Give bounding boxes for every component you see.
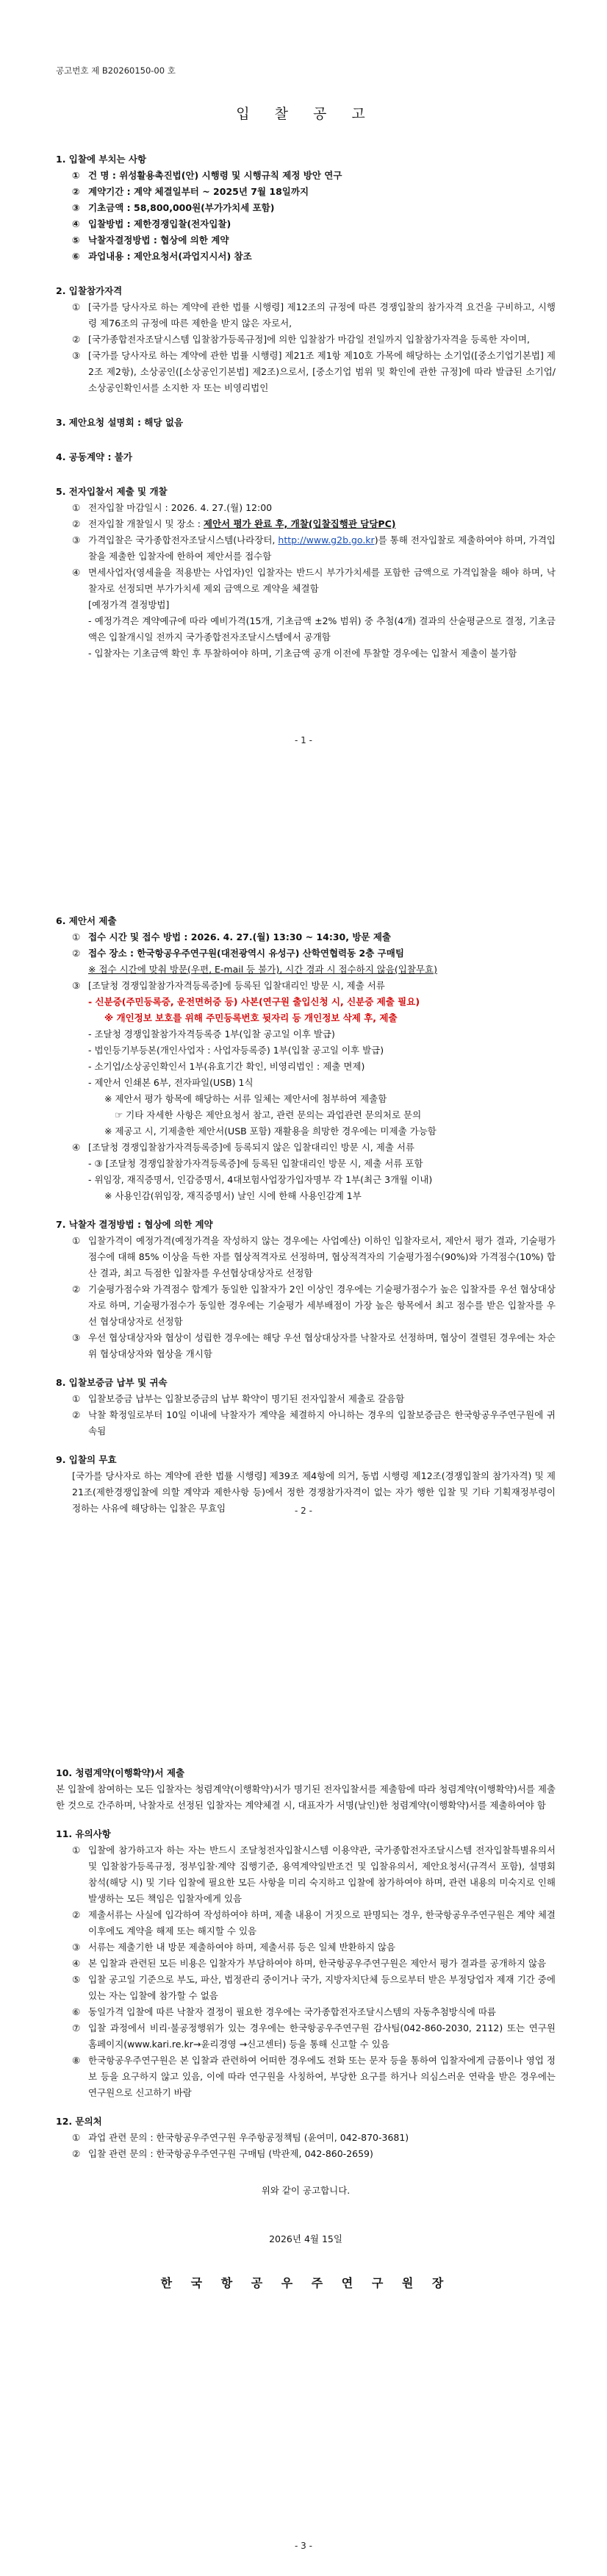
contact-item: 입찰 관련 문의 : 한국항공우주연구원 구매팀 (박관제, 042-860-2659)	[88, 2148, 373, 2159]
item-award-method: 낙찰자결정방법 : 협상에 의한 계약	[88, 235, 229, 246]
list-item: 동일가격 입찰에 따른 낙찰자 결정이 필요한 경우에는 국가종합전자조달시스템의 자동추첨방식에 따름	[88, 2006, 496, 2017]
section-2: 2. 입찰참가자격 ① [국가를 당사자로 하는 계약에 관한 법률 시행령] 제12조의 규정에 따른 경쟁입찰의 참가자격 요건을 구비하고, 시행령 제76조의 규정에 따른 제한을 받지 않은 자로서, ② [국가종합전자조달시스템 입찰참가등록규정]에 의한 입찰참가 마감일 전일까지 입찰참가자격을 등록한 자이며, ③ [국가를 당사자로 하는 계약에 관한 법률 시행령] 제21조 제1항 제10호 가목에 해당하는 소기업([중소기업기본법] 제2조 제2항), 소상공인([소상공인기본법] 제2조)으로서, [중소기업 범위 및 확인에 관한 규정]에 따라 발급된 소기업/소상공인확인서를 소지한 자 또는 비영리법인	[56, 284, 556, 396]
section-8: 8. 입찰보증금 납부 및 귀속 ① 입찰보증금 납부는 입찰보증금의 납부 확약이 명기된 전자입찰서 제출로 갈음함 ② 낙찰 확정일로부터 10일 이내에 낙찰자가 계약을 체결하지 아니하는 경우의 입찰보증금은 한국항공우주연구원에 귀속됨	[56, 1375, 556, 1439]
section-heading: 7. 낙찰자 결정방법 : 협상에 의한 계약	[56, 1219, 213, 1230]
item-bid-method: 입찰방법 : 제한경쟁입찰(전자입찰)	[88, 218, 231, 229]
list-item: 입찰에 참가하고자 하는 자는 반드시 조달청전자입찰시스템 이용약관, 국가종합전자조달시스템 전자입찰특별유의서 및 입찰참가등록규정, 정부입찰·계약 집행기준, 용역계약일반조건 및 입찰유의서, 제안요청서(규격서 포함), 설명회 참석(해당 시) 및 기타 입찰에 필요한 모든 사항을 미리 숙지하고 입찰에 참가하여야 하며, 관련 내용의 미숙지로 인해 발생하는 모든 책임은 입찰자에게 있음	[88, 1845, 556, 1904]
doc-item: - 조달청 경쟁입찰참가자격등록증 1부(입찰 공고일 이후 발급)	[88, 1028, 335, 1040]
price-rule: - 입찰자는 기초금액 확인 후 투찰하여야 하며, 기초금액 공개 이전에 투찰할 경우에는 입찰서 제출이 불가함	[88, 648, 517, 659]
notice-number: 공고번호 제 B20260150-00 호	[56, 65, 176, 76]
item-scope: 과업내용 : 제안요청서(과업지시서) 참조	[88, 251, 252, 262]
list-item: [조달청 경쟁입찰참가자격등록증]에 등록된 입찰대리인 방문 시, 제출 서류	[88, 980, 385, 991]
list-item: 서류는 제출기한 내 방문 제출하여야 하며, 제출서류 등은 일체 반환하지 않음	[88, 1942, 396, 1953]
doc-note: ※ 제안서 평가 항목에 해당하는 서류 일체는 제안서에 첨부하여 제출함	[104, 1093, 387, 1104]
list-item: [국가종합전자조달시스템 입찰참가등록규정]에 의한 입찰참가 마감일 전일까지 입찰참가자격을 등록한 자이며,	[88, 334, 530, 345]
section-body: 본 입찰에 참여하는 모든 입찰자는 청렴계약(이행확약)서가 명기된 전자입찰서를 제출함에 따라 청렴계약(이행확약)서를 제출한 것으로 간주하며, 낙찰자로 선정된 입찰자는 계약체결 시, 대표자가 서명(날인)한 청렴계약(이행확약)서를 제출하여야 함	[56, 1783, 556, 1811]
page-title: 입 찰 공 고	[236, 106, 376, 122]
list-item: 낙찰 확정일로부터 10일 이내에 낙찰자가 계약을 체결하지 아니하는 경우의 입찰보증금은 한국항공우주연구원에 귀속됨	[88, 1409, 556, 1437]
list-item: 제출서류는 사실에 입각하여 작성하여야 하며, 제출 내용이 거짓으로 판명되는 경우, 한국항공우주연구원은 계약 체결 이후에도 계약을 해제 또는 해지할 수 있음	[88, 1909, 556, 1936]
page-1	[0, 0, 607, 859]
list-item: 한국항공우주연구원은 본 입찰과 관련하여 어떠한 경우에도 전화 또는 문자 등을 통하여 입찰자에게 금품이나 영업 정보 등을 요구하지 않고 있음, 이에 따라 연구원을 사칭하여, 부당한 요구를 하거나 의심스러운 연락을 받은 경우에는 연구원으로 신고하기 바람	[88, 2055, 556, 2098]
doc-item: - 위임장, 재직증명서, 인감증명서, 4대보험사업장가입자명부 각 1부(최근 3개월 이내)	[88, 1174, 433, 1185]
price-heading: [예정가격 결정방법]	[88, 599, 170, 610]
doc-id-copy: - 신분증(주민등록증, 운전면허증 등) 사본(연구원 출입신청 시, 신분증 제출 필요)	[88, 996, 420, 1007]
list-item: 우선 협상대상자와 협상이 성립한 경우에는 해당 우선 협상대상자를 낙찰자로 선정하며, 협상이 결렬된 경우에는 차순위 협상대상자와 협상을 개시함	[88, 1332, 556, 1359]
privacy-note: ※ 개인정보 보호를 위해 주민등록번호 뒷자리 등 개인정보 삭제 후, 제출	[104, 1012, 398, 1023]
section-11: 11. 유의사항 ① 입찰에 참가하고자 하는 자는 반드시 조달청전자입찰시스템 이용약관, 국가종합전자조달시스템 전자입찰특별유의서 및 입찰참가등록규정, 정부입찰·계약 집행기준, 용역계약일반조건 및 입찰유의서, 제안요청서(규격서 포함), 설명회 참석(해당 시) 및 기타 입찰에 필요한 모든 사항을 미리 숙지하고 입찰에 참가하여야 하며, 관련 내용의 미숙지로 인해 발생하는 모든 책임은 입찰자에게 있음 ② 제출서류는 사실에 입각하여 작성하여야 하며, 제출 내용이 거짓으로 판명되는 경우, 한국항공우주연구원은 계약 체결 이후에도 계약을 해제 또는 해지할 수 있음 ③ 서류는 제출기한 내 방문 제출하여야 하며, 제출서류 등은 일체 반환하지 않음 ④ 본 입찰과 관련된 모든 비용은 입찰자가 부담하여야 하며, 한국항공우주연구원은 제안서 평가 결과를 공개하지 않음 ⑤ 입찰 공고일 기준으로 부도, 파산, 법정관리 중이거나 국가, 지방자치단체 등으로부터 받은 부정당업자 제재 기간 중에 있는 자는 입찰에 참가할 수 없음 ⑥ 동일가격 입찰에 따른 낙찰자 결정이 필요한 경우에는 국가종합전자조달시스템의 자동추첨방식에 따름 ⑦ 입찰 과정에서 비리·불공정행위가 있는 경우에는 한국항공우주연구원 감사팀(042-860-2030, 2112) 또는 연구원 홈페이지(www.kari.re.kr→윤리경영 →신고센터) 등을 통해 신고할 수 있음 ⑧ 한국항공우주연구원은 본 입찰과 관련하여 어떠한 경우에도 전화 또는 문자 등을 통하여 입찰자에게 금품이나 영업 정보 등을 요구하지 않고 있음, 이에 따라 연구원을 사칭하여, 부당한 요구를 하거나 의심스러운 연락을 받은 경우에는 연구원으로 신고하기 바람	[56, 1827, 556, 2101]
section-body: [국가를 당사자로 하는 계약에 관한 법률 시행령] 제39조 제4항에 의거, 동법 시행령 제12조(경쟁입찰의 참가자격) 및 제21조(제한경쟁입찰에 의할 계약과 제한사항 등)에서 정한 경쟁참가자격이 없는 자가 행한 입찰 및 기타 기획재정부령이 정하는 사유에 해당하는 입찰은 무효임	[72, 1470, 556, 1514]
doc-note: ※ 사용인감(위임장, 재직증명서) 날인 시에 한해 사용인감계 1부	[104, 1190, 362, 1201]
list-item: 본 입찰과 관련된 모든 비용은 입찰자가 부담하여야 하며, 한국항공우주연구원은 제안서 평가 결과를 공개하지 않음	[88, 1958, 547, 1969]
list-item: 입찰가격이 예정가격(예정가격을 작성하지 않는 경우에는 사업예산) 이하인 입찰자로서, 제안서 평가 결과, 기술평가점수에 대해 85% 이상을 득한 자를 협상적격자로 선정하며, 협상적격자의 기술평가점수(90%)와 가격점수(10%) 합산 결과, 최고 득점한 입찰자를 우선협상대상자로 선정함	[88, 1235, 556, 1278]
list-item: 입찰보증금 납부는 입찰보증금의 납부 확약이 명기된 전자입찰서 제출로 갈음함	[88, 1393, 405, 1404]
section-7: 7. 낙찰자 결정방법 : 협상에 의한 계약 ① 입찰가격이 예정가격(예정가격을 작성하지 않는 경우에는 사업예산) 이하인 입찰자로서, 제안서 평가 결과, 기술평가점수에 대해 85% 이상을 득한 자를 협상적격자로 선정하며, 협상적격자의 기술평가점수(90%)와 가격점수(10%) 합산 결과, 최고 득점한 입찰자를 우선협상대상자로 선정함 ② 기술평가점수와 가격점수 합계가 동일한 입찰자가 2인 이상인 경우에는 기술평가점수가 높은 입찰자를 우선 협상대상자로 하며, 기술평가점수가 동일한 경우에는 기술평가 세부배점이 가장 높은 항목에서 최고 점수를 받은 입찰자를 우선 협상대상자로 선정함 ③ 우선 협상대상자와 협상이 성립한 경우에는 해당 우선 협상대상자를 낙찰자로 선정하며, 협상이 결렬된 경우에는 차순위 협상대상자와 협상을 개시함	[56, 1217, 556, 1362]
list-item: [국가를 당사자로 하는 계약에 관한 법률 시행령] 제21조 제1항 제10호 가목에 해당하는 소기업([중소기업기본법] 제2조 제2항), 소상공인([소상공인기본법] 제2조)으로서, [중소기업 범위 및 확인에 관한 규정]에 따라 발급된 소기업/소상공인확인서를 소지한 자 또는 비영리법인	[88, 350, 556, 393]
closing-text: 위와 같이 공고합니다.	[261, 2185, 351, 2196]
section-heading: 9. 입찰의 무효	[56, 1454, 117, 1465]
section-1: 1. 입찰에 부치는 사항 ① 건 명 : 위성활용촉진법(안) 시행령 및 시행규칙 제정 방안 연구 ② 계약기간 : 계약 체결일부터 ~ 2025년 7월 18일까지 ③ 기초금액 : 58,800,000원(부가가치세 포함) ④ 입찰방법 : 제한경쟁입찰(전자입찰) ⑤ 낙찰자결정방법 : 협상에 의한 계약 ⑥ 과업내용 : 제안요청서(과업지시서) 참조	[56, 152, 556, 265]
submission-note: ※ 접수 시간에 맞춰 방문(우편, E-mail 등 불가), 시간 경과 시 접수하지 않음(입찰무효)	[88, 964, 437, 975]
section-heading: 5. 전자입찰서 제출 및 개찰	[56, 486, 168, 497]
section-4: 4. 공동계약 : 불가	[56, 451, 132, 462]
doc-item: - 소기업/소상공인확인서 1부(유효기간 확인, 비영리법인 : 제출 면제)	[88, 1061, 365, 1072]
page-number: - 2 -	[295, 1506, 312, 1516]
contact-item: 과업 관련 문의 : 한국항공우주연구원 우주항공정책팀 (윤여미, 042-870-3681)	[88, 2132, 409, 2143]
section-heading: 6. 제안서 제출	[56, 915, 117, 926]
section-heading: 8. 입찰보증금 납부 및 귀속	[56, 1377, 168, 1388]
signer-name: 한 국 항 공 우 주 연 구 원 장	[160, 2276, 451, 2290]
section-5: 5. 전자입찰서 제출 및 개찰 ① 전자입찰 마감일시 : 2026. 4. 27.(월) 12:00 ② 전자입찰 개찰일시 및 장소 : 제안서 평가 완료 후, 개찰(입찰집행관 담당PC) ③ 가격입찰은 국가종합전자조달시스템(나라장터, http://www.g2b.go.kr)를 통해 전자입찰로 제출하여야 하며, 가격입찰을 제출한 입찰자에 한하여 제안서를 접수함 ④ 면세사업자(영세율을 적용받는 사업자)인 입찰자는 반드시 부가가치세를 포함한 금액으로 가격입찰을 해야 하며, 낙찰자로 선정되면 부가가치세 제외 금액으로 계약을 체결함 [예정가격 결정방법] - 예정가격은 계약예규에 따라 예비가격(15개, 기초금액 ±2% 범위) 중 추첨(4개) 결과의 산술평균으로 결정, 기초금액은 입찰개시일 전까지 국가종합전자조달시스템에서 공개함 - 입찰자는 기초금액 확인 후 투찰하여야 하며, 기초금액 공개 이전에 투찰할 경우에는 입찰서 제출이 불가함	[56, 484, 556, 662]
bid-deadline: 전자입찰 마감일시 : 2026. 4. 27.(월) 12:00	[88, 502, 273, 513]
list-item: 입찰 공고일 기준으로 부도, 파산, 법정관리 중이거나 국가, 지방자치단체 등으로부터 받은 부정당업자 제재 기간 중에 있는 자는 입찰에 참가할 수 없음	[88, 1974, 556, 2001]
price-rule: - 예정가격은 계약예규에 따라 예비가격(15개, 기초금액 ±2% 범위) 중 추첨(4개) 결과의 산술평균으로 결정, 기초금액은 입찰개시일 전까지 국가종합전자조달시스템에서 공개함	[88, 615, 556, 643]
item-period: 계약기간 : 계약 체결일부터 ~ 2025년 7월 18일까지	[88, 186, 309, 197]
section-heading: 1. 입찰에 부치는 사항	[56, 154, 147, 165]
opening-place: 제안서 평가 완료 후, 개찰(입찰집행관 담당PC)	[203, 518, 396, 529]
list-item: [국가를 당사자로 하는 계약에 관한 법률 시행령] 제12조의 규정에 따른 경쟁입찰의 참가자격 요건을 구비하고, 시행령 제76조의 규정에 따른 제한을 받지 않은 자로서,	[88, 301, 556, 329]
list-item: 입찰 과정에서 비리·불공정행위가 있는 경우에는 한국항공우주연구원 감사팀(042-860-2030, 2112) 또는 연구원 홈페이지(www.kari.re.kr→윤리경영 →신고센터) 등을 통해 신고할 수 있음	[88, 2022, 556, 2050]
page-number: - 3 -	[295, 2541, 312, 2551]
page-number: - 1 -	[295, 735, 312, 745]
section-6: 6. 제안서 제출 ① 접수 시간 및 접수 방법 : 2026. 4. 27.(월) 13:30 ~ 14:30, 방문 제출 ② 접수 장소 : 한국항공우주연구원(대전광역시 유성구) 산학연협력동 2층 구매팀 ※ 접수 시간에 맞춰 방문(우편, E-mail 등 불가), 시간 경과 시 접수하지 않음(입찰무효) ③ [조달청 경쟁입찰참가자격등록증]에 등록된 입찰대리인 방문 시, 제출 서류 - 신분증(주민등록증, 운전면허증 등) 사본(연구원 출입신청 시, 신분증 제출 필요) ※ 개인정보 보호를 위해 주민등록번호 뒷자리 등 개인정보 삭제 후, 제출 - 조달청 경쟁입찰참가자격등록증 1부(입찰 공고일 이후 발급) - 법인등기부등본(개인사업자 : 사업자등록증) 1부(입찰 공고일 이후 발급) - 소기업/소상공인확인서 1부(유효기간 확인, 비영리법인 : 제출 면제) - 제안서 인쇄본 6부, 전자파일(USB) 1식 ※ 제안서 평가 항목에 해당하는 서류 일체는 제안서에 첨부하여 제출함 ☞ 기타 자세한 사항은 제안요청서 참고, 관련 문의는 과업관련 문의처로 문의 ※ 제공고 시, 기제출한 제안서(USB 포함) 재활용을 희망한 경우에는 미제출 가능함 ④ [조달청 경쟁입찰참가자격등록증]에 등록되지 않은 입찰대리인 방문 시, 제출 서류 - ③ [조달청 경쟁입찰참가자격등록증]에 등록된 입찰대리인 방문 시, 제출 서류 포함 - 위임장, 재직증명서, 인감증명서, 4대보험사업장가입자명부 각 1부(최근 3개월 이내) ※ 사용인감(위임장, 재직증명서) 날인 시에 한해 사용인감계 1부	[56, 914, 556, 1204]
submission-time: 접수 시간 및 접수 방법 : 2026. 4. 27.(월) 13:30 ~ 14:30, 방문 제출	[88, 931, 391, 942]
doc-note: ※ 제공고 시, 기제출한 제안서(USB 포함) 재활용을 희망한 경우에는 미제출 가능함	[104, 1126, 437, 1137]
notice-date: 2026년 4월 15일	[269, 2233, 342, 2244]
doc-note: ☞ 기타 자세한 사항은 제안요청서 참고, 관련 문의는 과업관련 문의처로 문의	[115, 1109, 422, 1120]
page-2	[0, 859, 607, 1717]
section-10	[56, 1766, 556, 1814]
section-heading: 12. 문의처	[56, 2116, 102, 2127]
g2b-link[interactable]: http://www.g2b.go.kr	[278, 534, 375, 545]
doc-item: - ③ [조달청 경쟁입찰참가자격등록증]에 등록된 입찰대리인 방문 시, 제출 서류 포함	[88, 1158, 423, 1169]
page-3	[0, 1717, 607, 2576]
list-item: 기술평가점수와 가격점수 합계가 동일한 입찰자가 2인 이상인 경우에는 기술평가점수가 높은 입찰자를 우선 협상대상자로 하며, 기술평가점수가 동일한 경우에는 기술평가 세부배점이 가장 높은 항목에서 최고 점수를 받은 입찰자를 우선 협상대상자로 선정함	[88, 1284, 556, 1327]
section-12: 12. 문의처 ① 과업 관련 문의 : 한국항공우주연구원 우주항공정책팀 (윤여미, 042-870-3681) ② 입찰 관련 문의 : 한국항공우주연구원 구매팀 (박관제, 042-860-2659)	[56, 2114, 556, 2162]
submission-place: 접수 장소 : 한국항공우주연구원(대전광역시 유성구) 산학연협력동 2층 구매팀	[88, 948, 404, 959]
item-base-price: 기초금액 : 58,800,000원(부가가치세 포함)	[88, 202, 275, 213]
section-heading: 11. 유의사항	[56, 1828, 111, 1839]
section-3: 3. 제안요청 설명회 : 해당 없음	[56, 417, 184, 428]
list-item: 면세사업자(영세율을 적용받는 사업자)인 입찰자는 반드시 부가가치세를 포함한 금액으로 가격입찰을 해야 하며, 낙찰자로 선정되면 부가가치세 제외 금액으로 계약을 체결함	[88, 567, 556, 594]
item-title: 건 명 : 위성활용촉진법(안) 시행령 및 시행규칙 제정 방안 연구	[88, 170, 342, 181]
section-heading: 2. 입찰참가자격	[56, 285, 123, 296]
section-heading: 10. 청렴계약(이행확약)서 제출	[56, 1767, 185, 1778]
list-item: [조달청 경쟁입찰참가자격등록증]에 등록되지 않은 입찰대리인 방문 시, 제출 서류	[88, 1142, 414, 1153]
doc-item: - 제안서 인쇄본 6부, 전자파일(USB) 1식	[88, 1077, 254, 1088]
doc-item: - 법인등기부등본(개인사업자 : 사업자등록증) 1부(입찰 공고일 이후 발급)	[88, 1045, 384, 1056]
